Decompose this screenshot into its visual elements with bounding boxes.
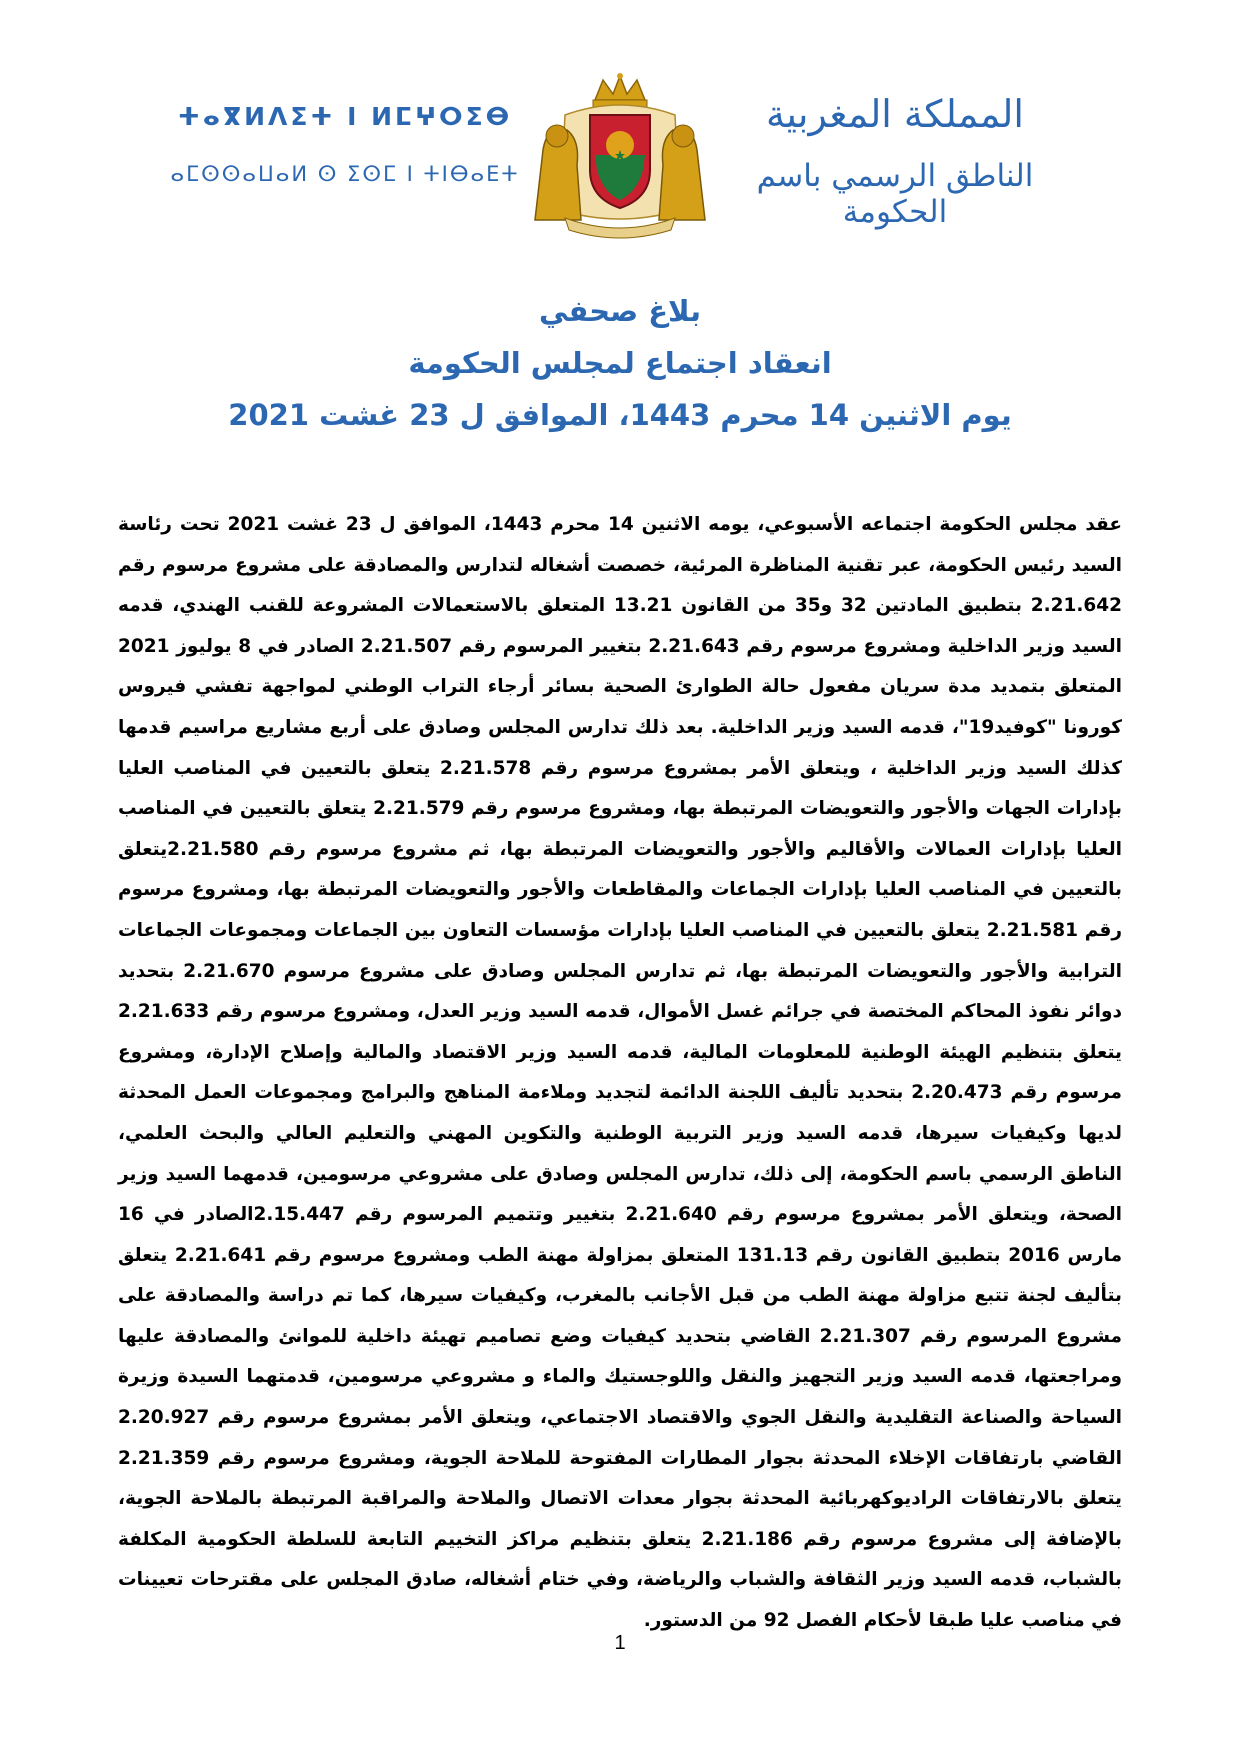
crown-icon — [593, 73, 647, 107]
press-release-heading — [0, 285, 1240, 441]
tifinagh-spokesperson-title: ⴰⵎⵙⵙⴰⵡⴰⵍ ⵙ ⵉⵙⵎ ⵏ ⵜⵏⴱⴰⴹⵜ — [170, 162, 520, 186]
page-number: 1 — [614, 1632, 626, 1654]
press-release-body: عقد مجلس الحكومة اجتماعه الأسبوعي، يومه الاثنين 14 محرم 1443، الموافق ل 23 غشت 2021 تحت رئاسة السيد رئيس الحكومة، عبر تقنية المناظرة المرئية، خصصت أشغاله لتدارس والمصادقة على مشروع مرسوم رقم 2.21.642 بتطبيق المادتين 32 و35 من القانون 13.21 المتعلق بالاستعمالات المشروعة للقنب الهندي، قدمه السيد وزير الداخلية ومشروع مرسوم رقم 2.21.643 بتغيير المرسوم رقم 2.21.507 الصادر في 8 يوليوز 2021 المتعلق بتمديد مدة سريان مفعول حالة الطوارئ الصحية بسائر أرجاء التراب الوطني لمواجهة تفشي فيروس كورونا "كوفيد19"، قدمه السيد وزير الداخلية. بعد ذلك تدارس المجلس وصادق على أربع مشاريع مراسيم قدمها كذلك السيد وزير الداخلية ، ويتعلق الأمر بمشروع مرسوم رقم 2.21.578 يتعلق بالتعيين في المناصب العليا بإدارات الجهات والأجور والتعويضات المرتبطة بها، ومشروع مرسوم رقم 2.21.579 يتعلق بالتعيين في المناصب العليا بإدارات العمالات والأقاليم والأجور والتعويضات المرتبطة بها، ثم مشروع مرسوم رقم 2.21.580يتعلق بالتعيين في المناصب العليا بإدارات الجماعات والمقاطعات والأجور والتعويضات المرتبطة بها، ومشروع مرسوم رقم 2.21.581 يتعلق بالتعيين في المناصب العليا بإدارات مؤسسات التعاون بين الجماعات ومجموعات الجماعات الترابية والأجور والتعويضات المرتبطة بها، ثم تدارس المجلس وصادق على مشروع مرسوم 2.21.670 بتحديد دوائر نفوذ المحاكم المختصة في جرائم غسل الأموال، قدمه السيد وزير العدل، ومشروع مرسوم رقم 2.21.633 يتعلق بتنظيم الهيئة الوطنية للمعلومات المالية، قدمه السيد وزير الاقتصاد والمالية وإصلاح الإدارة، ومشروع مرسوم رقم 2.20.473 بتحديد تأليف اللجنة الدائمة لتجديد وملاءمة المناهج والبرامج ومجموعات العمل المحدثة لديها وكيفيات سيرها، قدمه السيد وزير التربية الوطنية والتكوين المهني والتعليم العالي والبحث العلمي، الناطق الرسمي باسم الحكومة، إلى ذلك، تدارس المجلس وصادق على مشروعي مرسومين، قدمهما السيد وزير الصحة، ويتعلق الأمر بمشروع مرسوم رقم 2.21.640 بتغيير وتتميم المرسوم رقم 2.15.447الصادر في 16 مارس 2016 بتطبيق القانون رقم 131.13 المتعلق بمزاولة مهنة الطب ومشروع مرسوم رقم 2.21.641 يتعلق بتأليف لجنة تتبع مزاولة مهنة الطب من قبل الأجانب بالمغرب، وكيفيات سيرها، كما تم دراسة والمصادقة على مشروع المرسوم رقم 2.21.307 القاضي بتحديد كيفيات وضع تصاميم تهيئة داخلية للموانئ والمصادقة عليها ومراجعتها، قدمه السيد وزير التجهيز والنقل واللوجستيك والماء و مشروعي مرسومين، قدمتهما السيدة وزيرة السياحة والصناعة التقليدية والنقل الجوي والاقتصاد الاجتماعي، ويتعلق الأمر بمشروع مرسوم رقم 2.20.927 القاضي بارتفاقات الإخلاء المحدثة بجوار المطارات المفتوحة للملاحة الجوية، ومشروع مرسوم رقم 2.21.359 يتعلق بالارتفاقات الراديوكهربائية المحدثة بجوار معدات الاتصال والملاحة والمراقبة المرتبطة بالملاحة الجوية، بالإضافة إلى مشروع مرسوم رقم 2.21.186 يتعلق بتنظيم مراكز التخييم التابعة للسلطة الحكومية المكلفة بالشباب، قدمه السيد وزير الثقافة والشباب والرياضة، وفي ختام أشغاله، صادق المجلس على مقترحات تعيينات في مناصب عليا طبقا لأحكام الفصل 92 من الدستور. — [118, 514, 1123, 1632]
meeting-title: انعقاد اجتماع لمجلس الحكومة — [408, 346, 832, 380]
kingdom-of-morocco-title: المملكة المغربية — [766, 92, 1024, 136]
tifinagh-kingdom-title: ⵜⴰⴳⵍⴷⵉⵜ ⵏ ⵍⵎⵖⵔⵉⴱ — [177, 102, 513, 131]
press-release-label: بلاغ صحفي — [539, 294, 701, 328]
government-spokesperson-title: الناطق الرسمي باسم الحكومة — [756, 158, 1034, 230]
meeting-date: يوم الاثنين 14 محرم 1443، الموافق ل 23 غشت 2021 — [228, 398, 1012, 432]
coat-of-arms-icon — [525, 70, 715, 240]
letterhead — [0, 70, 1240, 240]
